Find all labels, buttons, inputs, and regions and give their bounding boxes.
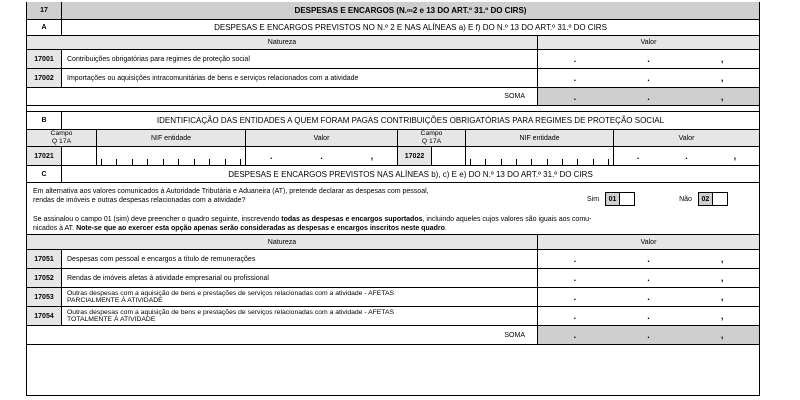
- title-rest: 2 e 13 DO ART.º 31.º DO CIRS): [412, 6, 527, 15]
- natureza-header: Natureza: [27, 36, 538, 49]
- row-code: 17051: [27, 250, 62, 268]
- row-code-17022: 17022: [398, 147, 432, 165]
- section-b-title: IDENTIFICAÇÃO DAS ENTIDADES A QUEM FORAM PAGAS CONTRIBUIÇÕES OBRIGATÓRIAS PARA REGIMES DE PROTEÇÃO SOCIAL: [156, 116, 665, 125]
- soma-label: SOMA: [27, 88, 538, 105]
- valor-input-right[interactable]: . . ,: [636, 151, 737, 161]
- section-17-title: [62, 2, 759, 19]
- section-a-header: [27, 20, 759, 36]
- value-input-17054[interactable]: . . ,: [573, 311, 724, 321]
- section-a-letter: A: [27, 20, 62, 35]
- row-17054: [27, 307, 759, 326]
- value-input-17001[interactable]: . . ,: [573, 54, 724, 64]
- natureza-header: Natureza: [27, 235, 538, 249]
- question-text: Em alternativa aos valores comunicados à Autoridade Tributária e Aduaneira (AT), pretende declarar as despesas com pessoal, rendas de imóveis e outras despesas relacionadas com a atividade?: [33, 188, 429, 204]
- section-c-column-headers: [27, 235, 759, 250]
- sim-checkbox[interactable]: 01: [605, 192, 635, 206]
- section-c-title: DESPESAS E ENCARGOS PREVISTOS NAS ALÍNEAS b), c) E e) DO N.º 13 DO ART.º 31.º DO CIRS: [228, 169, 593, 179]
- section-number: 17: [27, 2, 62, 19]
- soma-value-c: . . ,: [538, 326, 759, 344]
- section-a-title: DESPESAS E ENCARGOS PREVISTOS NO N.º 2 E NAS ALÍNEAS a) E f) DO N.º 13 DO ART.º 31.º DO CIRS: [214, 23, 607, 32]
- valor-header-left: Valor: [246, 130, 398, 146]
- campo-input-17022[interactable]: [432, 147, 466, 165]
- section-a-column-headers: [27, 36, 759, 50]
- row-label: Outras despesas com a aquisição de bens e prestações de serviços relacionadas com a atividade - AFETAS PARCIALMENTE À ATIVIDADE: [62, 288, 538, 306]
- valor-header: Valor: [640, 39, 657, 46]
- value-input-17051[interactable]: . . ,: [573, 254, 724, 264]
- campo-header-right: Campo Q 17A: [398, 130, 466, 146]
- row-label: Contribuições obrigatórias para regimes de proteção social: [62, 50, 538, 68]
- nif-input-left[interactable]: [97, 147, 246, 165]
- row-17052: [27, 269, 759, 288]
- nao-checkbox[interactable]: 02: [698, 192, 728, 206]
- section-c-question: [27, 183, 759, 213]
- row-code: 17054: [27, 307, 62, 325]
- campo-header-left: Campo Q 17A: [27, 130, 97, 146]
- value-input-17052[interactable]: . . ,: [573, 273, 724, 283]
- nao-label: Não: [679, 195, 692, 203]
- valor-header-right: Valor: [678, 134, 695, 142]
- row-code: 17052: [27, 269, 62, 287]
- soma-label: SOMA: [27, 326, 538, 344]
- option-nao: [635, 183, 728, 213]
- valor-input-left[interactable]: . . ,: [246, 147, 398, 165]
- row-soma-c: [27, 326, 759, 345]
- section-b-column-headers: [27, 130, 759, 147]
- section-17-header: [27, 2, 759, 20]
- section-b-header: [27, 112, 759, 130]
- row-17001: [27, 50, 759, 69]
- row-code-17021: 17021: [27, 147, 62, 165]
- section-c-header: [27, 166, 759, 183]
- section-b-letter: B: [27, 112, 62, 129]
- form-frame-17: [26, 2, 760, 396]
- option-sim: [587, 183, 635, 213]
- note-text: Se assinalou o campo 01 (sim) deve preencher o quadro seguinte, inscrevendo todas as despesas e encargos suportados, incluindo aqueles cujos valores são iguais aos comu- nicados à AT. Note-se que ao exercer esta opção apenas serão consideradas as despesas e encargos inscritos neste quadro.: [33, 216, 592, 232]
- value-input-17002[interactable]: . . ,: [573, 73, 724, 83]
- section-c-letter: C: [27, 166, 62, 182]
- nif-input-right[interactable]: [466, 147, 614, 165]
- valor-header: Valor: [640, 238, 657, 246]
- title-main: DESPESAS E ENCARGOS (N.: [294, 6, 408, 15]
- row-label: Importações ou aquisições intracomunitárias de bens e serviços relacionados com a atividade: [62, 69, 538, 87]
- row-17053: [27, 288, 759, 307]
- row-code: 17001: [27, 50, 62, 68]
- nif-header-right: NIF entidade: [466, 130, 614, 146]
- row-label: Despesas com pessoal e encargos a título de remunerações: [62, 250, 538, 268]
- title-sup: os: [407, 7, 413, 14]
- campo-input-17021[interactable]: [62, 147, 97, 165]
- row-17021-17022: [27, 147, 759, 166]
- section-c-note: [27, 213, 759, 235]
- value-input-17053[interactable]: . . ,: [573, 292, 724, 302]
- row-17002: [27, 69, 759, 88]
- soma-value-a: . . ,: [538, 88, 759, 105]
- row-label: Outras despesas com a aquisição de bens e prestações de serviços relacionadas com a atividade - AFETAS TOTALMENTE À ATIVIDADE: [62, 307, 538, 325]
- row-code: 17053: [27, 288, 62, 306]
- row-code: 17002: [27, 69, 62, 87]
- nif-header-left: NIF entidade: [97, 130, 246, 146]
- sim-label: Sim: [587, 195, 600, 203]
- row-soma-a: [27, 88, 759, 106]
- row-17051: [27, 250, 759, 269]
- row-label: Rendas de imóveis afetas à atividade empresarial ou profissional: [62, 269, 538, 287]
